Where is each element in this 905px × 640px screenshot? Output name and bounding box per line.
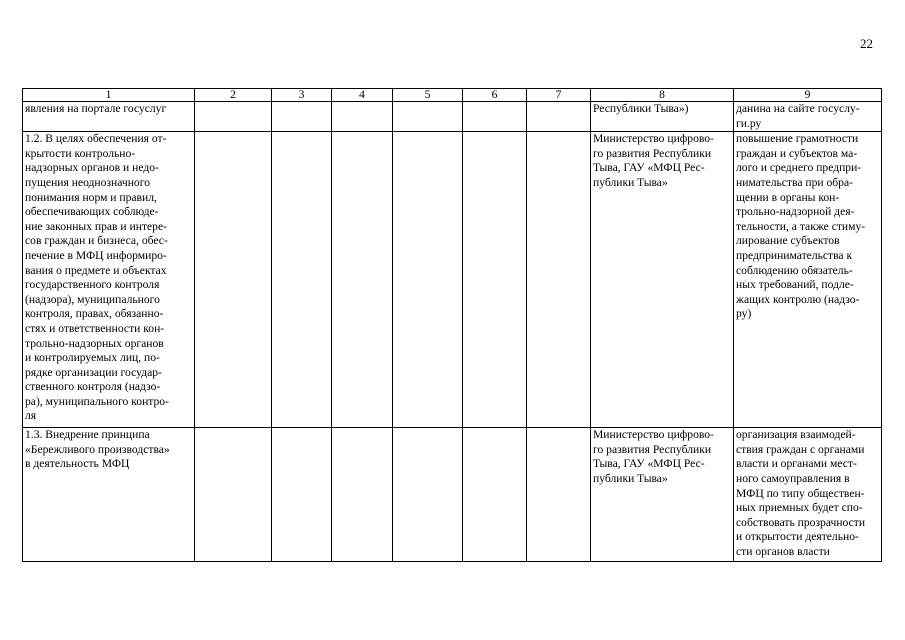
page-number: 22 — [860, 36, 873, 51]
table-row — [23, 102, 882, 132]
table-cell — [332, 428, 393, 562]
cell-text: явления на портале госуслуг — [25, 102, 167, 115]
table-row — [23, 132, 882, 428]
cell-text: данина на сайте госуслу- ги.ру — [736, 102, 860, 130]
table-cell — [591, 132, 734, 428]
table-cell — [272, 132, 332, 428]
table-cell — [332, 102, 393, 132]
table-cell — [23, 132, 195, 428]
table-cell — [272, 428, 332, 562]
table-cell — [23, 102, 195, 132]
table-cell — [463, 102, 527, 132]
column-header-9: 9 — [734, 89, 882, 102]
column-header-6: 6 — [463, 89, 527, 102]
table-cell — [527, 102, 591, 132]
cell-text: Министерство цифрово- го развития Республики Тыва, ГАУ «МФЦ Рес- публики Тыва» — [593, 428, 714, 485]
column-header-3: 3 — [272, 89, 332, 102]
table-cell — [734, 102, 882, 132]
column-header-7: 7 — [527, 89, 591, 102]
table-cell — [195, 132, 272, 428]
column-header-1: 1 — [23, 89, 195, 102]
cell-text: 1.2. В целях обеспечения от- крытости контрольно- надзорных органов и недо- пущения неоднозначного понимания норм и правил, обеспечивающих соблюде- ние законных прав и интере- сов граждан и бизнеса, обес- печение в МФЦ информиро- вания о предмете и объектах государственного контроля (надзора), муниципального контроля, правах, обязанно- стях и ответственности кон- трольно-надзорных органов и контролируемых лиц, по- рядке организации государ- ственного контроля (надзо- ра), муниципального контро- ля — [25, 132, 169, 423]
table-cell — [463, 132, 527, 428]
table-cell — [195, 102, 272, 132]
column-header-8: 8 — [591, 89, 734, 102]
table-cell — [527, 428, 591, 562]
table-cell — [463, 428, 527, 562]
table-row — [23, 428, 882, 562]
table-cell — [734, 428, 882, 562]
table-cell — [195, 428, 272, 562]
table-cell — [734, 132, 882, 428]
cell-text: 1.3. Внедрение принципа «Бережливого производства» в деятельность МФЦ — [25, 428, 170, 471]
column-header-5: 5 — [393, 89, 463, 102]
table-cell — [591, 102, 734, 132]
column-header-2: 2 — [195, 89, 272, 102]
cell-text: организация взаимодей- ствия граждан с органами власти и органами мест- ного самоуправления в МФЦ по типу обществен- ных приемных будет спо- собствовать прозрачности и открытости деятельно- сти органов власти — [736, 428, 866, 558]
table-cell — [393, 132, 463, 428]
cell-text: Министерство цифрово- го развития Республики Тыва, ГАУ «МФЦ Рес- публики Тыва» — [593, 132, 714, 189]
table-cell — [393, 102, 463, 132]
table-cell — [23, 428, 195, 562]
column-header-4: 4 — [332, 89, 393, 102]
header-row — [23, 89, 882, 102]
plan-table — [22, 88, 882, 562]
table-cell — [527, 132, 591, 428]
table-cell — [272, 102, 332, 132]
table-cell — [332, 132, 393, 428]
table-cell — [591, 428, 734, 562]
table-cell — [393, 428, 463, 562]
cell-text: повышение грамотности граждан и субъектов ма- лого и среднего предпри- нимательства при обра- щении в органы кон- трольно-надзорной дея- тельности, а также стиму- лирование субъектов предпринимательства к соблюдению обязатель- ных требований, подле- жащих контролю (надзо- ру) — [736, 132, 866, 321]
cell-text: Республики Тыва») — [593, 102, 689, 115]
